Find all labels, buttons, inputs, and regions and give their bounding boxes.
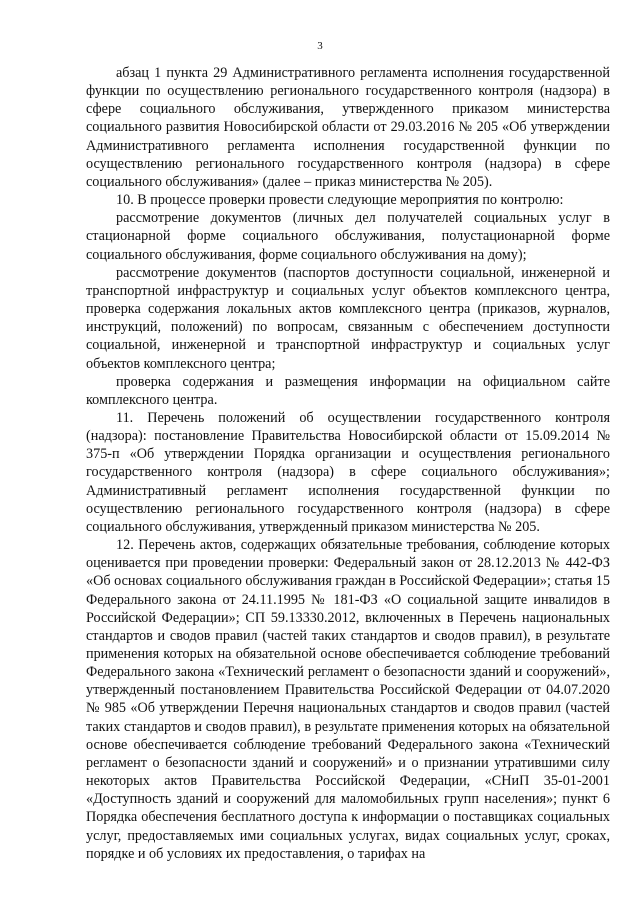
paragraph-clause-29-reference: абзац 1 пункта 29 Административного регламента исполнения государственной функции по осуществлению регионального государственного контроля (надзора) в сфере социального обслуживания, утвержденного приказом министерства социального развития Новосибирской области от 29.03.2016 № 205 «Об утверждении Административного регламента исполнения государственной функции по осуществлению регионального государственного контроля (надзора) в сфере социального обслуживания» (далее – приказ министерства № 205).	[86, 65, 610, 190]
paragraph-item-12-mandatory-acts: 12. Перечень актов, содержащих обязательные требования, соблюдение которых оценивается при проведении проверки: Федеральный закон от 28.12.2013 № 442-ФЗ «Об основах социального обслуживания граждан в Российской Федерации»; статья 15 Федерального закона от 24.11.1995 № 181-ФЗ «О социальной защите инвалидов в Российской Федерации»; СП 59.13330.2012, включенных в Перечень национальных стандартов и сводов правил (частей таких стандартов и сводов правил), в результате применения которых на обязательной основе обеспечивается соблюдение требований Федерального закона «Технический регламент о безопасности зданий и сооружений», утвержденный постановлением Правительства Российской Федерации от 04.07.2020 № 985 «Об утверждении Перечня национальных стандартов и сводов правил (частей таких стандартов и сводов правил), в результате применения которых на обязательной основе обеспечивается соблюдение требований Федерального закона «Технический регламент о безопасности зданий и сооружений» и о признании утратившими силу некоторых актов Правительства Российской Федерации, «СНиП 35-01-2001 «Доступность зданий и сооружений для маломобильных групп населения»; пункт 6 Порядка обеспечения бесплатного доступа к информации о поставщиках социальных услуг, предоставляемых ими социальных услугах, видах социальных услуг, сроках, порядке и об условиях их предоставления, о тарифах на	[86, 537, 610, 862]
paragraph-item-11-regulations: 11. Перечень положений об осуществлении государственного контроля (надзора): постановление Правительства Новосибирской области от 15.09.2014 № 375-п «Об утверждении Порядка организации и осуществления регионального государственного контроля (надзора) в сфере социального обслуживания»; Административный регламент исполнения государственной функции по осуществлению регионального государственного контроля (надзора) в сфере социального обслуживания, утвержденный приказом министерства № 205.	[86, 409, 610, 535]
paragraph-review-accessibility-docs: рассмотрение документов (паспортов доступности социальной, инженерной и транспортной инфраструктур и социальных услуг объектов комплексного центра, проверка содержания локальных актов комплексного центра (приказов, журналов, инструкций, положений) по вопросам, связанным с обеспечением доступности социальной, инженерной и транспортной инфраструктур и социальных услуг объектов комплексного центра;	[86, 264, 610, 372]
page-number: 3	[317, 40, 323, 52]
paragraph-item-10-heading: 10. В процессе проверки провести следующие мероприятия по контролю:	[116, 192, 564, 209]
paragraph-review-personal-files: рассмотрение документов (личных дел получателей социальных услуг в стационарной форме социального обслуживания, полустационарной форме социального обслуживания, форме социального обслуживания на дому);	[86, 210, 610, 263]
paragraph-website-check: проверка содержания и размещения информации на официальном сайте комплексного центра.	[86, 373, 610, 408]
document-body	[86, 64, 610, 863]
